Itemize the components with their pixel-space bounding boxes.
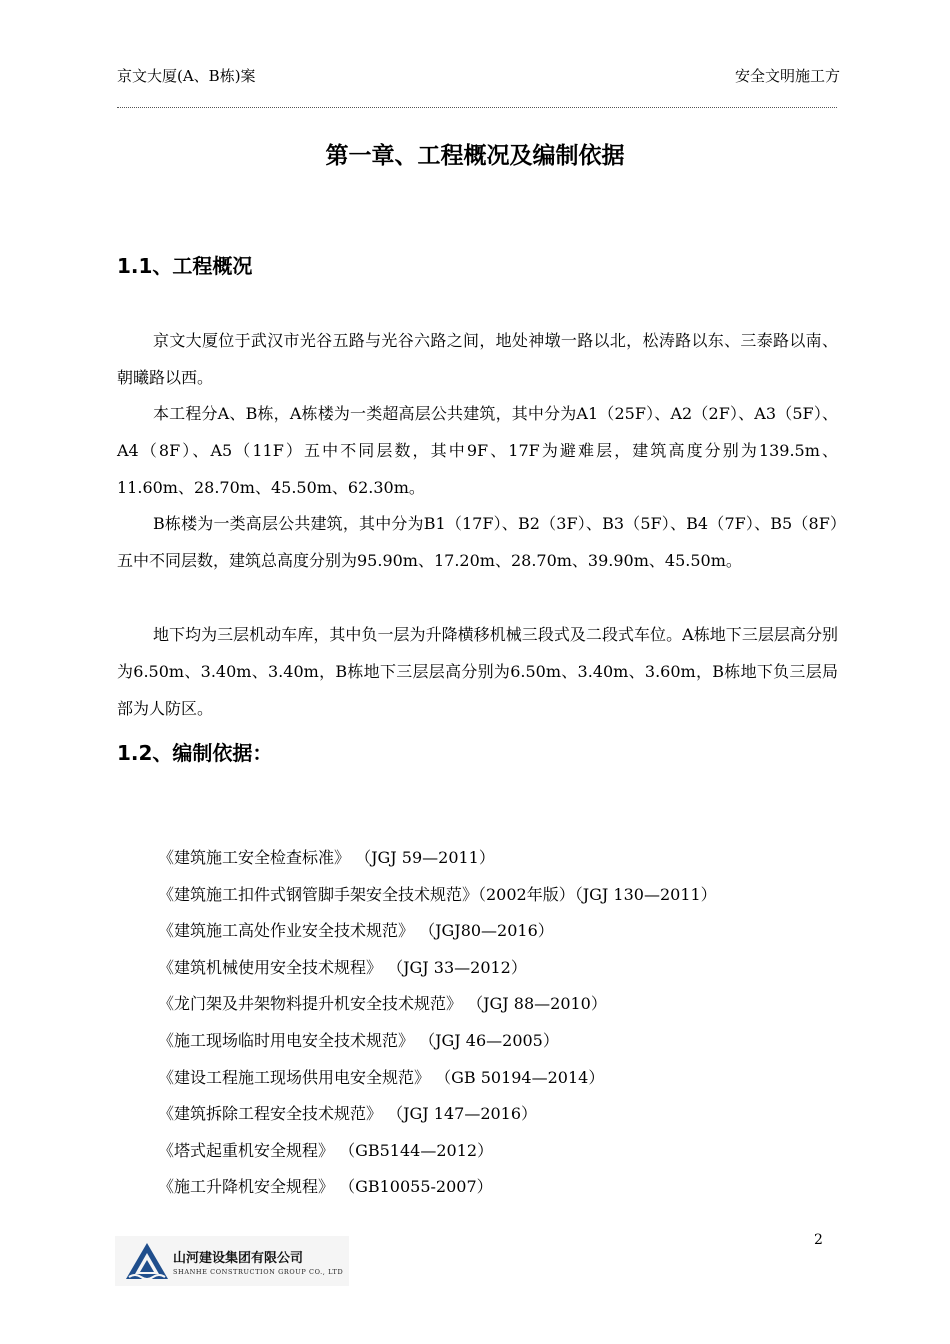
reference-item: 《施工现场临时用电安全技术规范》 （JGJ 46—2005） [158, 1030, 559, 1050]
mountain-river-logo-icon [123, 1240, 171, 1282]
page-number: 2 [814, 1232, 823, 1248]
header-left-text: 京文大厦(A、B栋)案 [117, 67, 256, 85]
overview-paragraph: B栋楼为一类高层公共建筑，其中分为B1（17F）、B2（3F）、B3（5F）、B4（7F）、B5（8F）五中不同层数，建筑总高度分别为95.90m、17.20m、28.70m、39.90m、45.50m。 [117, 514, 838, 570]
reference-item: 《施工升降机安全规程》 （GB10055-2007） [158, 1177, 493, 1197]
reference-item: 《塔式起重机安全规程》 （GB5144—2012） [158, 1140, 494, 1160]
header-right-text: 安全文明施工方 [734, 67, 840, 85]
section-heading-overview: 1.1、工程概况 [117, 254, 253, 278]
overview-paragraph: 地下均为三层机动车库，其中负一层为升降横移机械三段式及二段式车位。A栋地下三层层高分别为6.50m、3.40m、3.40m，B栋地下三层层高分别为6.50m、3.40m、3.60m，B栋地下负三层局部为人防区。 [117, 625, 838, 718]
reference-item: 《龙门架及井架物料提升机安全技术规范》 （JGJ 88—2010） [158, 994, 607, 1014]
overview-paragraph: 本工程分A、B栋，A栋楼为一类超高层公共建筑，其中分为A1（25F）、A2（2F）、A3（5F）、A4（8F）、A5（11F）五中不同层数，其中9F、17F为避难层，建筑高度分别为139.5m、11.60m、28.70m、45.50m、62.30m。 [117, 404, 838, 497]
logo-company-name-cn: 山河建设集团有限公司 [173, 1251, 304, 1266]
reference-item: 《建筑机械使用安全技术规程》 （JGJ 33—2012） [158, 957, 527, 977]
company-logo [115, 1236, 349, 1286]
header-divider [117, 107, 837, 108]
reference-list [158, 840, 848, 1206]
reference-item: 《建筑拆除工程安全技术规范》 （JGJ 147—2016） [158, 1104, 538, 1124]
logo-company-name-en: SHANHE CONSTRUCTION GROUP CO., LTD [173, 1268, 344, 1276]
chapter-title: 第一章、工程概况及编制依据 [325, 143, 625, 169]
reference-item: 《建筑施工安全检查标准》 （JGJ 59—2011） [158, 848, 495, 867]
reference-item: 《建设工程施工现场供用电安全规范》 （GB 50194—2014） [158, 1067, 605, 1087]
section-heading-basis: 1.2、编制依据： [117, 741, 273, 765]
reference-item: 《建筑施工扣件式钢管脚手架安全技术规范》（2002年版）（JGJ 130—2011） [158, 884, 717, 904]
overview-paragraph: 京文大厦位于武汉市光谷五路与光谷六路之间，地处神墩一路以北，松涛路以东、三泰路以南、朝曦路以西。 [117, 331, 838, 387]
reference-item: 《建筑施工高处作业安全技术规范》 （JGJ80—2016） [158, 921, 554, 941]
